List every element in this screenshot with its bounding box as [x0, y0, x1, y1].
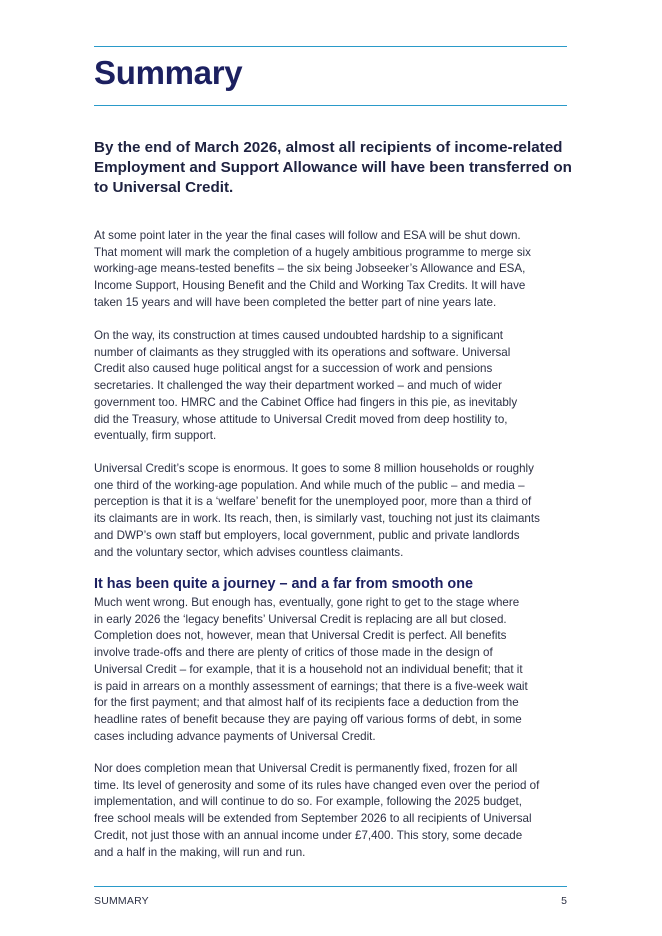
- paragraph-line: That moment will mark the completion of a hugely ambitious programme to merge six: [94, 245, 531, 259]
- paragraph-line: eventually, firm support.: [94, 429, 217, 443]
- paragraph-line: did the Treasury, whose attitude to Universal Credit moved from deep hostility to,: [94, 412, 508, 426]
- lead-line: to Universal Credit.: [94, 179, 234, 196]
- top-rule: [94, 46, 567, 47]
- paragraph-line: free school meals will be extended from September 2026 to all recipients of Universal: [94, 812, 532, 826]
- footer-section-label: SUMMARY: [94, 895, 149, 907]
- paragraph-line: Credit also caused huge political angst for a succession of work and pensions: [94, 362, 493, 376]
- footer-rule: [94, 886, 567, 887]
- paragraph-line: one third of the working-age population. And while much of the public – and media –: [94, 478, 525, 492]
- paragraph-line: Income Support, Housing Benefit and the Child and Working Tax Credits. It will have: [94, 279, 526, 293]
- paragraph-line: Credit, not just those with an annual income under £7,400. This story, some decade: [94, 828, 523, 842]
- paragraph-line: in early 2026 the ‘legacy benefits’ Universal Credit is replacing are all but closed.: [94, 612, 507, 626]
- paragraph-line: On the way, its construction at times caused undoubted hardship to a significant: [94, 329, 504, 342]
- lead-line: By the end of March 2026, almost all recipients of income-related: [94, 139, 563, 156]
- paragraph-line: number of claimants as they struggled with its operations and software. Universal: [94, 345, 511, 359]
- paragraph-line: government too. HMRC and the Cabinet Office had fingers in this pie, as inevitably: [94, 395, 518, 409]
- page-title: Summary: [94, 54, 243, 91]
- paragraph-line: secretaries. It challenged the way their department worked – and much of wider: [94, 379, 502, 393]
- lead-line: Employment and Support Allowance will have been transferred on: [94, 159, 572, 176]
- section-paragraph-2: [94, 761, 574, 861]
- title-rule: [94, 105, 567, 106]
- paragraph-line: working-age means-tested benefits – the six being Jobseeker’s Allowance and ESA,: [94, 262, 526, 276]
- paragraph-line: Nor does completion mean that Universal Credit is permanently fixed, frozen for all: [94, 762, 518, 775]
- paragraph-line: perception is that it is a ‘welfare’ benefit for the unemployed poor, more than a third of: [94, 495, 532, 509]
- paragraph-line: and the voluntary sector, which advises countless claimants.: [94, 545, 404, 559]
- paragraph-line: time. Its level of generosity and some of its rules have changed even over the period of: [94, 778, 540, 792]
- section-paragraph-1: [94, 595, 574, 745]
- paragraph-line: Completion does not, however, mean that Universal Credit is perfect. All benefits: [94, 629, 507, 643]
- body-paragraph-3: [94, 461, 574, 561]
- paragraph-line: implementation, and will continue to do so. For example, following the 2025 budget,: [94, 795, 522, 809]
- paragraph-line: Universal Credit – for example, that it is a household not an individual benefit; that it: [94, 662, 523, 676]
- section-heading: It has been quite a journey – and a far from smooth one: [94, 576, 474, 592]
- page-number: 5: [561, 895, 567, 907]
- paragraph-line: At some point later in the year the final cases will follow and ESA will be shut down.: [94, 229, 521, 242]
- body-paragraph-1: [94, 228, 574, 312]
- paragraph-line: for the first payment; and that almost half of its recipients face a deduction from the: [94, 696, 519, 710]
- paragraph-line: Universal Credit’s scope is enormous. It goes to some 8 million households or roughly: [94, 462, 534, 475]
- paragraph-line: and DWP’s own staff but employers, local government, public and private landlords: [94, 528, 520, 542]
- body-paragraph-2: [94, 328, 574, 445]
- paragraph-line: cases including advance payments of Universal Credit.: [94, 729, 376, 743]
- paragraph-line: Much went wrong. But enough has, eventually, gone right to get to the stage where: [94, 596, 520, 609]
- paragraph-line: headline rates of benefit because they are paying off various forms of debt, in some: [94, 712, 522, 726]
- paragraph-line: involve trade-offs and there are plenty of critics of those made in the design of: [94, 646, 493, 660]
- paragraph-line: is paid in arrears on a monthly assessment of earnings; that there is a five-week wait: [94, 679, 528, 693]
- paragraph-line: taken 15 years and will have been completed the better part of nine years late.: [94, 295, 497, 309]
- paragraph-line: its claimants are in work. Its reach, then, is similarly vast, touching not just its claimants: [94, 512, 540, 526]
- paragraph-line: and a half in the making, will run and run.: [94, 845, 306, 859]
- lead-paragraph: [94, 138, 572, 198]
